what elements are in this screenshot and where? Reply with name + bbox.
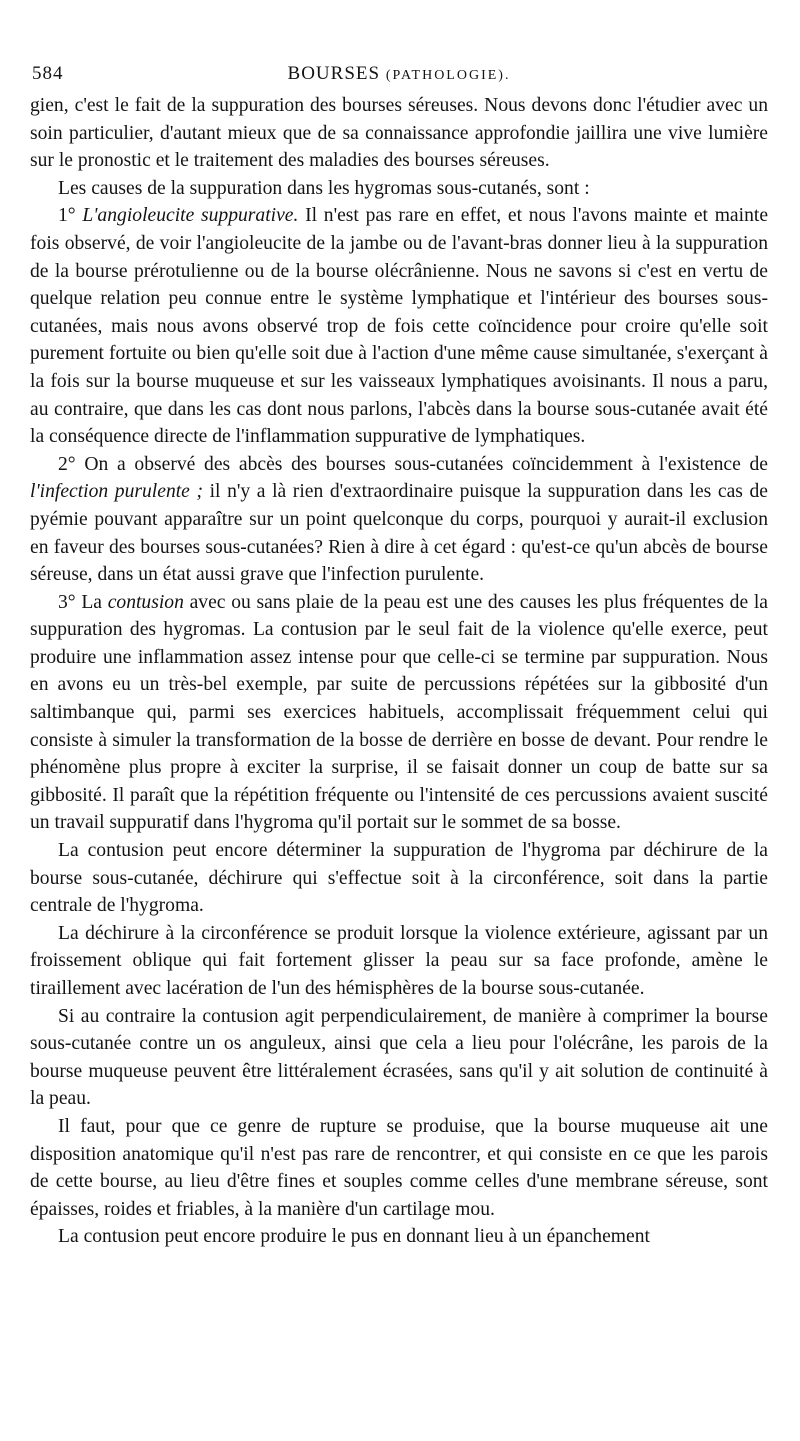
paragraph-emphasis: L'angioleucite suppurative.	[82, 205, 299, 227]
paragraph-rupture	[30, 1113, 768, 1223]
paragraph-text: Si au contraire la contusion agit perpendiculairement, de manière à comprimer la bourse sous-cutanée contre un os anguleux, ainsi que cela a lieu pour l'olécrâne, les parois de la bourse muqueuse peuvent être littéralement écrasées, sans qu'il y ait solution de continuité à la peau.	[30, 1005, 768, 1110]
document-page	[30, 56, 768, 1251]
paragraph-text: il n'y a là rien d'extraordinaire puisque la suppuration dans les cas de pyémie pouvant apparaître sur un point quelconque du corps, pourquoi y aurait-il exclusion en faveur des bourses sous-cutanées? Rien à dire à cet égard : qu'est-ce qu'un abcès de bourse séreuse, dans un état aussi grave que l'infection purulente.	[30, 481, 769, 586]
paragraph-emphasis: contusion	[107, 591, 184, 613]
paragraph-cause-3	[30, 589, 768, 837]
page-number: 584	[32, 63, 64, 84]
paragraph-circonference	[30, 920, 768, 1003]
paragraph-emphasis: l'infection purulente ;	[30, 481, 203, 503]
paragraph-text: Il n'est pas rare en effet, et nous l'avons mainte et mainte fois observé, de voir l'angioleucite de la jambe ou de l'avant-bras donner lieu à la suppuration de la bourse prérotulienne ou de la bourse olécrânienne. Nous ne savons si c'est en vertu de quelque relation peu connue entre le système lymphatique et l'intérieur des bourses sous-cutanées, mais nous avons observé trop de fois cette coïncidence pour croire qu'elle soit purement fortuite ou bien qu'elle soit due à l'action d'une même cause simultanée, s'exerçant à la fois sur la bourse muqueuse et sur les vaisseaux lymphatiques avoisinants. Il nous a paru, au contraire, que dans les cas dont nous parlons, l'abcès dans la bourse sous-cutanée avait été la conséquence directe de l'inflammation suppurative de lymphatiques.	[30, 205, 769, 448]
paragraph-continuation	[30, 92, 768, 175]
running-header	[30, 56, 768, 92]
paragraph-epanchement	[30, 1223, 768, 1251]
paragraph-cause-2	[30, 451, 768, 589]
paragraph-lead: 2° On a observé des abcès des bourses sous-cutanées coïncidemment à l'existence de	[58, 453, 768, 475]
paragraph-text: Les causes de la suppuration dans les hygromas sous-cutanés, sont :	[58, 177, 590, 199]
paragraph-text: avec ou sans plaie de la peau est une des causes les plus fréquentes de la suppuration des hygromas. La contusion par le seul fait de la violence qu'elle exerce, peut produire une inflammation assez intense pour que celle-ci se termine par suppuration. Nous en avons eu un très-bel exemple, par suite de percussions répétées sur la gibbosité d'un saltimbanque qui, parmi ses exercices habituels, accomplissait fréquemment celui qui consiste à simuler la transformation de la bosse de derrière en bosse de devant. Pour rendre le phénomène plus propre à exciter la surprise, il se faisait donner un coup de batte sur sa gibbosité. Il paraît que la répétition fréquente ou l'intensité de ces percussions avaient suscité un travail suppuratif dans l'hygroma qu'il portait sur le sommet de sa bosse.	[30, 591, 768, 834]
paragraph-dechirure	[30, 837, 768, 920]
running-title-main: BOURSES	[287, 63, 381, 84]
running-title	[30, 56, 768, 94]
paragraph-lead: 1°	[58, 205, 83, 227]
paragraph-cause-1	[30, 202, 768, 450]
running-title-sub: (PATHOLOGIE).	[385, 68, 511, 83]
paragraph-causes-intro	[30, 175, 768, 203]
paragraph-text: gien, c'est le fait de la suppuration des bourses séreuses. Nous devons donc l'étudier avec un soin particulier, d'autant mieux que de sa connaissance approfondie jaillira une vive lumière sur le pronostic et le traitement des maladies des bourses séreuses.	[30, 95, 768, 172]
paragraph-text: Il faut, pour que ce genre de rupture se produise, que la bourse muqueuse ait une disposition anatomique qu'il n'est pas rare de rencontrer, et qui consiste en ce que les parois de cette bourse, au lieu d'être fines et souples comme celles d'une membrane séreuse, sont épaisses, roides et friables, à la manière d'un cartilage mou.	[30, 1115, 768, 1220]
paragraph-text: La contusion peut encore produire le pus en donnant lieu à un épanchement	[58, 1226, 650, 1248]
paragraph-text: La déchirure à la circonférence se produit lorsque la violence extérieure, agissant par un froissement oblique qui fait fortement glisser la peau sur sa face profonde, amène le tiraillement avec lacération de l'un des hémisphères de la bourse sous-cutanée.	[30, 922, 768, 999]
paragraph-perpendiculaire	[30, 1003, 768, 1113]
paragraph-lead: 3° La	[58, 591, 108, 613]
paragraph-text: La contusion peut encore déterminer la suppuration de l'hygroma par déchirure de la bourse sous-cutanée, déchirure qui s'effectue soit à la circonférence, soit dans la partie centrale de l'hygroma.	[30, 840, 768, 917]
